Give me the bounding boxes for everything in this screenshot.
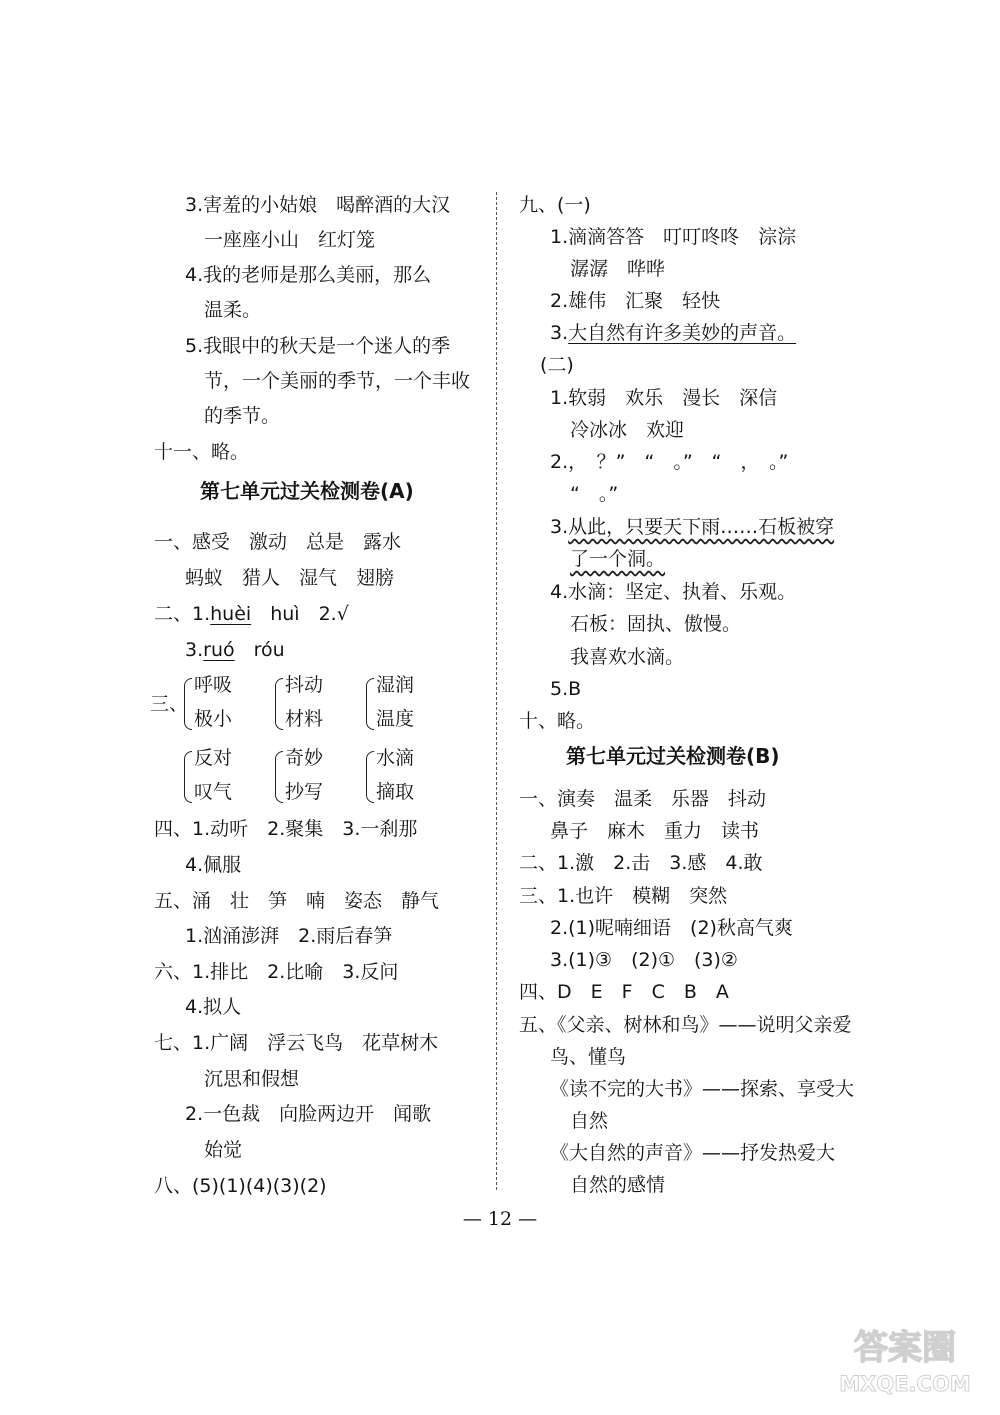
answer-line: 八、(5)(1)(4)(3)(2) bbox=[154, 1175, 327, 1197]
word-pair-bottom: 摘取 bbox=[376, 781, 415, 803]
answer-line: 五、《父亲、树林和鸟》——说明父亲爱 bbox=[519, 1014, 852, 1036]
answer-line: 5.B bbox=[550, 678, 582, 700]
answer-line: 3.(1)③ (2)① (3)② bbox=[550, 949, 738, 971]
answer-line: 1.滴滴答答 叮叮咚咚 淙淙 bbox=[550, 226, 797, 248]
answer-line: 1.汹涌澎湃 2.雨后春笋 bbox=[185, 925, 393, 947]
answer-line: 2.(1)呢喃细语 (2)秋高气爽 bbox=[550, 917, 793, 939]
underlined-pinyin: ruó bbox=[203, 639, 235, 661]
brace-icon bbox=[184, 751, 192, 803]
answer-line: 一、演奏 温柔 乐器 抖动 bbox=[519, 788, 767, 810]
word-pair-bottom: 叹气 bbox=[194, 781, 233, 803]
section-title-a: 第七单元过关检测卷(A) bbox=[200, 479, 414, 503]
answer-line: 我喜欢水滴。 bbox=[570, 646, 685, 668]
answer-line: 三、1.也许 模糊 突然 bbox=[519, 885, 728, 907]
answer-line: 3.害羞的小姑娘 喝醉酒的大汉 bbox=[185, 194, 451, 216]
answer-line: 五、涌 壮 笋 喃 姿态 静气 bbox=[154, 890, 440, 912]
answer-line: 鸟、懂鸟 bbox=[550, 1046, 627, 1068]
wavy-underlined-answer: 从此，只要天下雨……石板被穿 bbox=[568, 516, 835, 538]
answer-line: 六、1.排比 2.比喻 3.反问 bbox=[154, 961, 399, 983]
word-pair-bottom: 温度 bbox=[376, 708, 415, 730]
answer-line: 4.佩服 bbox=[185, 854, 242, 876]
brace-icon bbox=[275, 678, 283, 730]
watermark-logo-text: 答案圈 bbox=[854, 1328, 956, 1368]
answer-line: 2.一色裁 向脸两边开 闻歌 bbox=[185, 1103, 432, 1125]
column-divider bbox=[496, 192, 497, 1190]
answer-line: 石板：固执、傲慢。 bbox=[570, 613, 742, 635]
word-pair-top: 奇妙 bbox=[285, 747, 324, 769]
word-pair-top: 反对 bbox=[194, 747, 233, 769]
answer-line bbox=[570, 547, 665, 571]
answer-line: 5.我眼中的秋天是一个迷人的季 bbox=[185, 335, 451, 357]
answer-line: 四、1.动听 2.聚集 3.一刹那 bbox=[154, 818, 418, 840]
answer-line: 4.我的老师是那么美丽，那么 bbox=[185, 264, 432, 286]
answer-line: 温柔。 bbox=[204, 299, 262, 321]
answer-line: 蚂蚁 猎人 湿气 翅膀 bbox=[185, 567, 395, 589]
watermark-logo bbox=[830, 1317, 980, 1399]
answer-line: 七、1.广阔 浮云飞鸟 花草树木 bbox=[154, 1032, 439, 1054]
underlined-answer: 大自然有许多美妙的声音。 bbox=[568, 322, 797, 344]
answer-line: 4.水滴：坚定、执着、乐观。 bbox=[550, 581, 797, 603]
answer-line: 潺潺 哗哗 bbox=[570, 258, 666, 280]
answer-line: 的季节。 bbox=[204, 405, 281, 427]
answer-line: 九、(一) bbox=[519, 194, 591, 216]
question-label: 三、 bbox=[150, 693, 189, 715]
answer-line: “ 。” bbox=[570, 483, 619, 505]
brace-icon bbox=[184, 678, 192, 730]
answer-line: 四、D E F C B A bbox=[519, 981, 729, 1003]
answer-line: 1.软弱 欢乐 漫长 深信 bbox=[550, 387, 778, 409]
answer-line: 鼻子 麻木 重力 读书 bbox=[550, 820, 760, 842]
answer-line-pinyin: 二、1.huèi huì 2.√ bbox=[154, 603, 349, 625]
answer-line: 4.拟人 bbox=[185, 996, 242, 1018]
answer-line: 《读不完的大书》——探索、享受大 bbox=[550, 1078, 855, 1100]
answer-line: 一座座小山 红灯笼 bbox=[204, 229, 376, 251]
answer-line: 节，一个美丽的季节，一个丰收 bbox=[204, 370, 471, 392]
answer-line: (二) bbox=[540, 354, 574, 376]
brace-icon bbox=[275, 751, 283, 803]
section-title-b: 第七单元过关检测卷(B) bbox=[566, 744, 780, 768]
word-pair-top: 抖动 bbox=[285, 674, 324, 696]
word-pair-bottom: 抄写 bbox=[285, 781, 324, 803]
answer-line: 十、略。 bbox=[519, 710, 596, 732]
answer-line: 2.， ？” “ 。” “ ， 。” bbox=[550, 451, 789, 473]
wavy-underlined-answer: 了一个洞。 bbox=[570, 548, 666, 570]
word-pair-bottom: 材料 bbox=[285, 708, 324, 730]
answer-line: 自然的感情 bbox=[570, 1174, 666, 1196]
answer-line: 《大自然的声音》——抒发热爱大 bbox=[550, 1142, 836, 1164]
answer-line-pinyin: 3.ruó róu bbox=[185, 639, 285, 661]
word-pair-top: 水滴 bbox=[376, 747, 415, 769]
watermark-url: MXQE.COM bbox=[839, 1372, 971, 1396]
answer-line: 一、感受 激动 总是 露水 bbox=[154, 531, 402, 553]
answer-line: 冷冰冰 欢迎 bbox=[570, 419, 685, 441]
answer-line: 十一、略。 bbox=[154, 441, 250, 463]
answer-line: 2.雄伟 汇聚 轻快 bbox=[550, 290, 721, 312]
page-number: — 12 — bbox=[462, 1208, 538, 1230]
answer-line: 沉思和假想 bbox=[204, 1068, 300, 1090]
word-pair-top: 呼吸 bbox=[194, 674, 233, 696]
word-pair-top: 湿润 bbox=[376, 674, 415, 696]
brace-icon bbox=[366, 751, 374, 803]
underlined-pinyin: huèi bbox=[210, 603, 252, 625]
answer-line: 3.从此，只要天下雨……石板被穿 bbox=[550, 516, 835, 538]
answer-line: 二、1.激 2.击 3.感 4.敢 bbox=[519, 852, 763, 874]
answer-line: 自然 bbox=[570, 1110, 609, 1132]
word-pair-bottom: 极小 bbox=[194, 708, 233, 730]
answer-line: 始觉 bbox=[204, 1139, 243, 1161]
answer-line: 3.大自然有许多美妙的声音。 bbox=[550, 322, 797, 344]
brace-icon bbox=[366, 678, 374, 730]
